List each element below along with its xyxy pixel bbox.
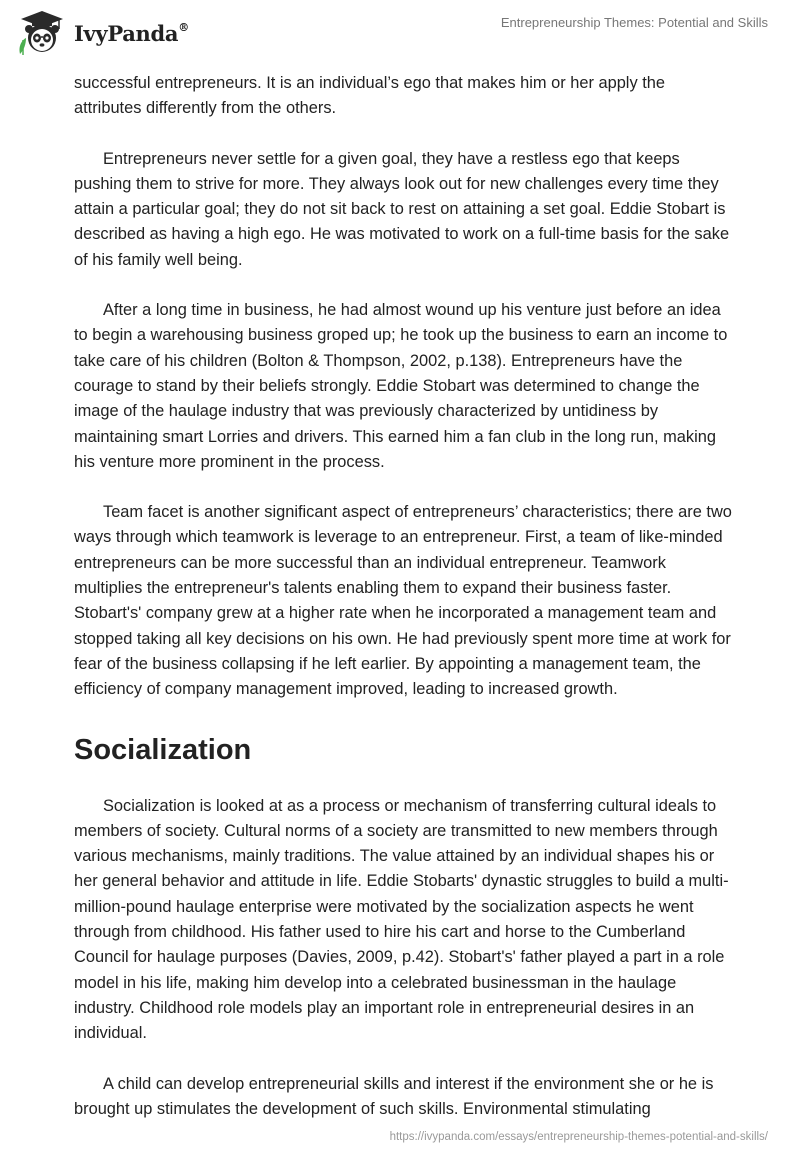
logo-wordmark: IvyPanda® bbox=[74, 20, 189, 46]
source-url[interactable]: https://ivypanda.com/essays/entrepreneurship-themes-potential-and-skills/ bbox=[389, 1131, 768, 1143]
paragraph: Entrepreneurs never settle for a given goal, they have a restless ego that keeps pushing them to strive for more. They always look out for new challenges every time they attain a particular goal; they do not sit back to rest on attaining a set goal. Eddie Stobart is described as having a high ego. He was motivated to work on a full-time basis for the sake of his family well being. bbox=[74, 149, 730, 269]
paragraph: After a long time in business, he had almost wound up his venture just before an idea to begin a warehousing business groped up; he took up the business to earn an income to take care of his children (Bolton & Thompson, 2002, p.138). Entrepreneurs have the courage to stand by their beliefs strongly. Eddie Stobart was determined to change the image of the haulage industry that was previously characterized by untidiness by maintaining smart Lorries and drivers. This earned him a fan club in the long run, making his venture more prominent in the process. bbox=[74, 301, 728, 471]
paragraph: Socialization is looked at as a process or mechanism of transferring cultural ideals to members of society. Cultural norms of a society are transmitted to new members through various mechanisms, mainly traditions. The value attained by an individual shapes his or her general behavior and attitude in life. Eddie Stobarts' dynastic struggles to build a multi-million-pound haulage enterprise were motivated by the socialization aspects he went through from childhood. His father used to hire his cart and horse to the Cumberland Council for haulage purposes (Davies, 2009, p.42). Stobart's' father played a part in a role model in his life, making him develop into a celebrated businessman in the haulage industry. Childhood role models play an important role in entrepreneurial desires in an individual. bbox=[74, 796, 729, 1043]
paragraph: Team facet is another significant aspect of entrepreneurs’ characteristics; there are two ways through which teamwork is leverage to an entrepreneur. First, a team of like-minded entrepreneurs can be more successful than an individual entrepreneur. Teamwork multiplies the entrepreneur's talents enabling them to expand their business faster. Stobart's' company grew at a higher rate when he incorporated a management team and stopped taking all key decisions on his own. He had previously spent more time at work for fear of the business collapsing if he left earlier. By appointing a management team, the efficiency of company management improved, leading to increased growth. bbox=[74, 503, 732, 699]
section-heading: Socialization bbox=[74, 733, 252, 766]
ivypanda-logo[interactable] bbox=[14, 10, 189, 56]
document-title: Entrepreneurship Themes: Potential and Skills bbox=[500, 15, 768, 30]
page-header bbox=[0, 0, 800, 70]
panda-graduate-icon bbox=[14, 10, 70, 56]
paragraph: successful entrepreneurs. It is an individual’s ego that makes him or her apply the attributes differently from the others. bbox=[74, 74, 665, 118]
paragraph: A child can develop entrepreneurial skills and interest if the environment she or he is brought up stimulates the development of such skills. Environmental stimulating bbox=[74, 1074, 714, 1118]
article-body bbox=[74, 71, 736, 1147]
